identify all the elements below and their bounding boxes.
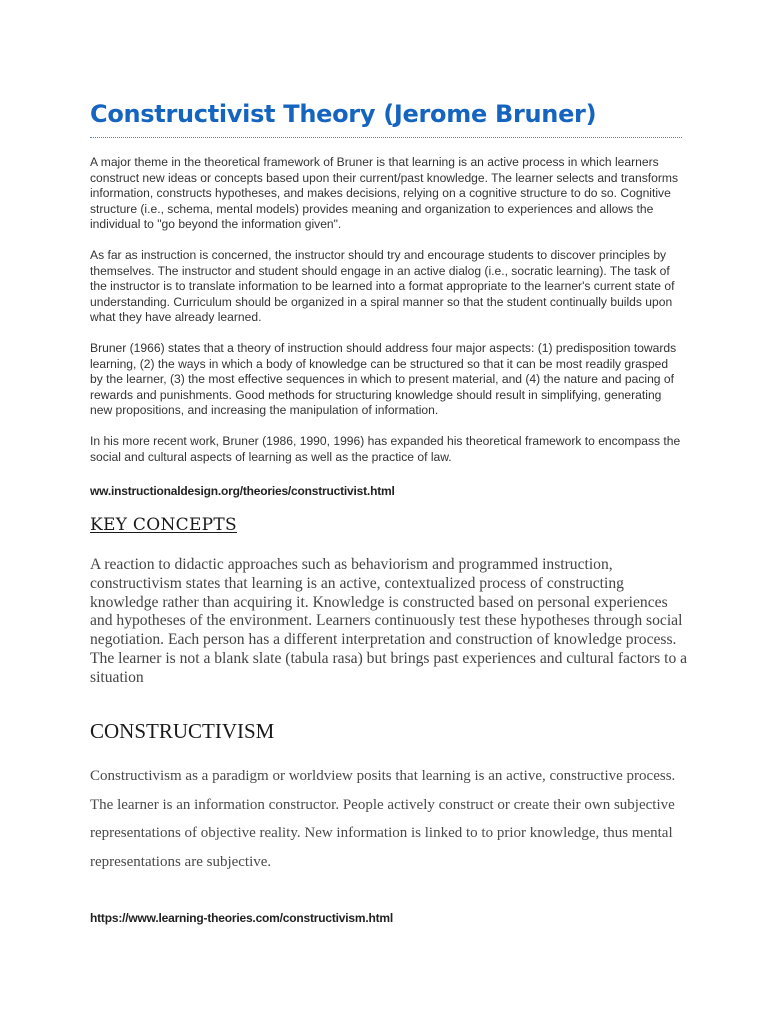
key-concepts-paragraph: A reaction to didactic approaches such as behaviorism and programmed instruction, constructivism states that learning is an active, contextualized process of constructing knowledge rather than acquiring it. Knowledge is constructed based on personal experiences and hypotheses of the environment. Learners continuously test these hypotheses through social negotiation. Each person has a different interpretation and construction of knowledge process. The learner is not a blank slate (tabula rasa) but brings past experiences and cultural factors to a situation [90, 556, 688, 686]
page-title: Constructivist Theory (Jerome Bruner) [90, 100, 597, 128]
key-concepts-heading: KEY CONCEPTS [90, 515, 237, 535]
constructivism-paragraph: Constructivism as a paradigm or worldview posits that learning is an active, constructive process. The learner is an information constructor. People actively construct or create their own subjective representations of objective reality. New information is linked to to prior knowledge, thus mental representations are subjective. [90, 768, 676, 870]
article-paragraph-1: A major theme in the theoretical framework of Bruner is that learning is an active process in which learners construct new ideas or concepts based upon their current/past knowledge. The learner selects and transforms information, constructs hypotheses, and makes decisions, relying on a cognitive structure to do so. Cognitive structure (i.e., schema, mental models) provides meaning and organization to experiences and allows the individual to "go beyond the information given". [90, 155, 678, 231]
source-url-learning-theories: https://www.learning-theories.com/constructivism.html [90, 911, 393, 925]
article-paragraph-2: As far as instruction is concerned, the instructor should try and encourage students to discover principles by themselves. The instructor and student should engage in an active dialog (i.e., socratic learning). The task of the instructor is to translate information to be learned into a format appropriate to the learner's current state of understanding. Curriculum should be organized in a spiral manner so that the student continually builds upon what they have already learned. [90, 248, 675, 324]
title-divider [90, 137, 682, 138]
article-paragraph-4: In his more recent work, Bruner (1986, 1990, 1996) has expanded his theoretical framework to encompass the social and cultural aspects of learning as well as the practice of law. [90, 434, 681, 464]
article-paragraph-3: Bruner (1966) states that a theory of instruction should address four major aspects: (1) predisposition towards learning, (2) the ways in which a body of knowledge can be structured so that it can be most readily grasped by the learner, (3) the most effective sequences in which to present material, and (4) the nature and pacing of rewards and punishments. Good methods for structuring knowledge should result in simplifying, generating new propositions, and increasing the manipulation of information. [90, 341, 677, 417]
constructivism-heading: CONSTRUCTIVISM [90, 719, 275, 743]
source-url-instructionaldesign: ww.instructionaldesign.org/theories/constructivist.html [90, 484, 395, 498]
